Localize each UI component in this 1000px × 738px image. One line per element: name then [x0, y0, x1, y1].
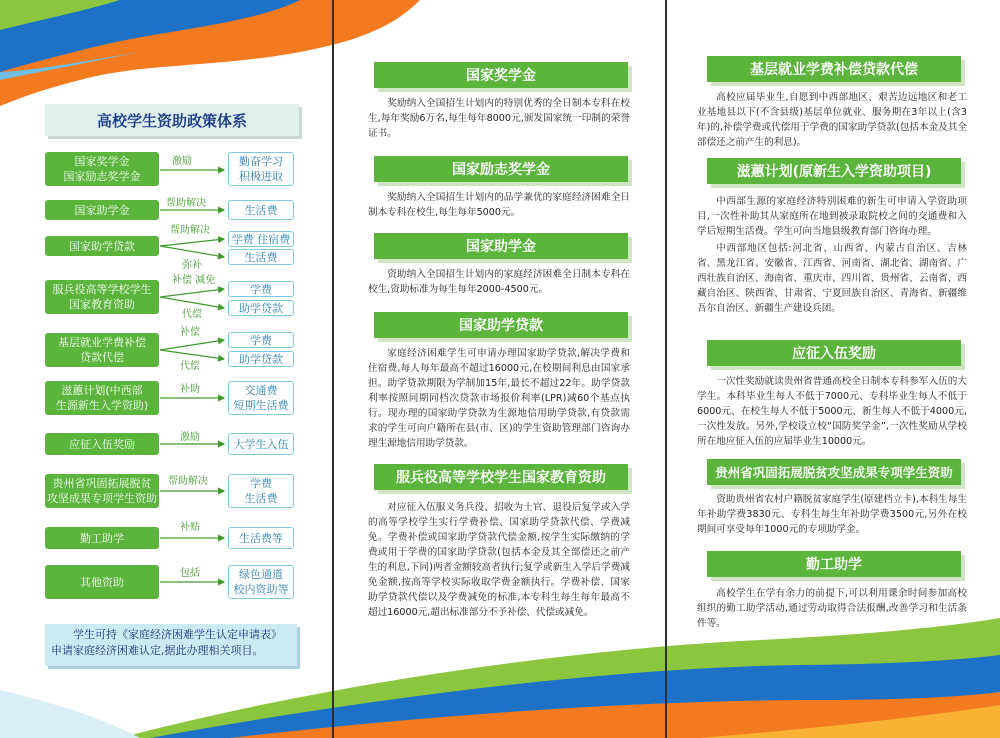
section-body-zihui-plan: 中西部生源的家庭经济特别困难的新生可申请入学资助项目,一次性补助其从家庭所在地到被录取院校之间的交通费和入学后短期生活费。学生可向当地县级教育部门咨询办理。 中西部地区包括:河北省、山西省、内蒙古自治区、吉林省、黑龙江省、安徽省、江西省、河南省、湖北省、湖南省、广西壮族自治区、海南省、重庆市、四川省、贵州省、云南省、西藏自治区、陕西省、甘肃省、宁夏回族自治区、青海省、新疆维吾尔自治区、新疆生产建设兵团。 — [697, 196, 967, 314]
target-green-channel: 绿色通道 校内资助等 — [228, 565, 294, 599]
right-panel — [667, 0, 1000, 738]
target-tuition-lodging: 学费 住宿费 — [228, 231, 294, 247]
label-repay: 代偿 — [180, 361, 200, 372]
box-grassroots-employment: 基层就业学费补偿 贷款代偿 — [45, 333, 159, 367]
section-title-zihui-plan: 滋蕙计划(原新生入学资助项目) — [707, 158, 961, 184]
section-title-national-grant: 国家助学金 — [374, 233, 628, 259]
section-body-guizhou-poverty-aid: 资助贵州省农村户籍脱贫家庭学生(原建档立卡),本科生每生年补助学费3830元、专科生每生年补助学费3500元,另外在校期间可享受每年1000元的专项助学金。 — [697, 494, 967, 535]
section-body-national-scholarship: 奖励纳入全国招生计划内的特别优秀的全日制本专科在校生,每年奖励6万名,每生每年8000元,颁发国家统一印制的荣誉证书。 — [368, 98, 630, 139]
panel-divider-right — [665, 0, 667, 738]
target-living-cost-etc: 生活费等 — [228, 527, 294, 549]
label-repay: 代偿 — [182, 309, 202, 320]
label-compensate: 补偿 — [180, 327, 200, 338]
label-help-solve: 帮助解决 — [166, 198, 206, 209]
section-body-national-grant: 资助纳入全国招生计划内的家庭经济困难全日制本专科在校生,资助标准为每生每年2000-4500元。 — [368, 269, 630, 295]
section-title-enlistment-reward: 应征入伍奖励 — [707, 340, 961, 366]
box-work-study: 勤工助学 — [45, 527, 159, 549]
target-student-loan: 助学贷款 — [228, 300, 294, 316]
target-tuition: 学费 — [228, 332, 294, 348]
section-title-inspirational-scholarship: 国家励志奖学金 — [374, 156, 628, 182]
label-include: 包括 — [180, 568, 200, 579]
target-student-enlist: 大学生入伍 — [228, 433, 294, 455]
section-title-national-scholarship: 国家奖学金 — [374, 62, 628, 88]
section-body-grassroots-employment: 高校应届毕业生,自愿到中西部地区、艰苦边远地区和老工业基地县以下(不含县级)基层单位就业、服务期在3年以上(含3年)的,补偿学费或代偿用于学费的国家助学贷款(包括本金及其全部偿还之前产生的利息)。 — [697, 92, 967, 148]
label-subsidy: 补助 — [180, 384, 200, 395]
target-tuition-living: 学费 生活费 — [228, 474, 294, 508]
label-help-solve: 帮助解决 — [170, 225, 210, 236]
target-living-cost: 生活费 — [228, 200, 294, 220]
label-incentive: 激励 — [180, 432, 200, 443]
label-incentive: 激励 — [172, 156, 192, 167]
section-body-work-study: 高校学生在学有余力的前提下,可以利用课余时间参加高校组织的勤工助学活动,通过劳动取得合法报酬,改善学习和生活条件等。 — [697, 588, 967, 629]
target-living-cost: 生活费 — [228, 249, 294, 265]
section-title-guizhou-poverty-aid: 贵州省巩固拓展脱贫攻坚成果专项学生资助 — [707, 459, 961, 485]
section-body-inspirational-scholarship: 奖励纳入全国招生计划内的品学兼优的家庭经济困难全日制本专科在校生,每生每年5000元。 — [368, 192, 630, 218]
box-national-loan: 国家助学贷款 — [45, 236, 159, 256]
section-body-enlistment-reward: 一次性奖励就读贵州省普通高校全日制本专科参军入伍的大学生。本科毕业生每人不低于7000元、专科毕业生每人不低于6000元、在校生每人不低于5000元、新生每人不低于4000元,一次性发放。另外,学校设立校“国防奖学金”,一次性奖励从学校所在地应征入伍的应届毕业生10000元。 — [697, 376, 967, 447]
box-enlistment-reward: 应征入伍奖励 — [45, 433, 159, 455]
label-supplement: 弥补 — [182, 260, 202, 271]
section-body-national-loan: 家庭经济困难学生可申请办理国家助学贷款,解决学费和住宿费,每人每年最高不超过16000元,在校期间利息由国家承担。助学贷款期限为学制加15年,最长不超过22年。助学贷款利率按照同期同档次贷款市场报价利率(LPR)减60个基点执行。现办理的国家助学贷款为生源地信用助学贷款,有贷款需求的学生可向户籍所在县(市、区)的学生资助管理部门咨询办理生源地信用助学贷款。 — [368, 348, 630, 449]
policy-system-title: 高校学生资助政策体系 — [45, 104, 299, 136]
section-title-work-study: 勤工助学 — [707, 551, 961, 577]
section-title-national-loan: 国家助学贷款 — [374, 312, 628, 338]
middle-panel — [334, 0, 665, 738]
box-zihui-plan: 滋蕙计划(中西部 生源新生入学资助) — [45, 381, 159, 415]
target-transport-living: 交通费 短期生活费 — [228, 381, 294, 415]
box-national-grant: 国家助学金 — [45, 200, 159, 220]
label-help-solve: 帮助解决 — [168, 476, 208, 487]
flow-arrows — [0, 0, 330, 738]
target-tuition: 学费 — [228, 281, 294, 297]
target-student-loan: 助学贷款 — [228, 351, 294, 367]
box-national-scholarship: 国家奖学金 国家励志奖学金 — [45, 152, 159, 186]
box-guizhou-poverty-aid: 贵州省巩固拓展脱贫 攻坚成果专项学生资助 — [45, 474, 159, 508]
label-compensate-reduce: 补偿 减免 — [172, 275, 216, 286]
panel-divider-left — [332, 0, 334, 738]
section-title-grassroots-employment: 基层就业学费补偿贷款代偿 — [707, 56, 961, 82]
box-military-aid: 服兵役高等学校学生 国家教育资助 — [45, 280, 159, 314]
section-title-military-aid: 服兵役高等学校学生国家教育资助 — [374, 464, 628, 490]
section-body-military-aid: 对应征入伍服义务兵役、招收为士官、退役后复学或入学的高等学校学生实行学费补偿、国家助学贷款代偿、学费减免。学费补偿或国家助学贷款代偿金额,按学生实际缴纳的学费或用于学费的国家助学贷款(包括本金及其全部偿还之前产生的利息,下同)两者金额较高者执行;复学或新生入学后学费减免金额,按高等学校实际收取学费金额执行。学费补偿、国家助学贷款代偿以及学费减免的标准,本专科生每生每年最高不超过16000元,超出标准部分不予补偿、代偿或减免。 — [368, 502, 630, 618]
target-study-hard: 勤奋学习 积极进取 — [228, 152, 294, 186]
box-other-aid: 其他资助 — [45, 565, 159, 599]
footnote: 学生可持《家庭经济困难学生认定申请表》 申请家庭经济困难认定,据此办理相关项目。 — [45, 624, 297, 666]
label-allowance: 补贴 — [180, 522, 200, 533]
